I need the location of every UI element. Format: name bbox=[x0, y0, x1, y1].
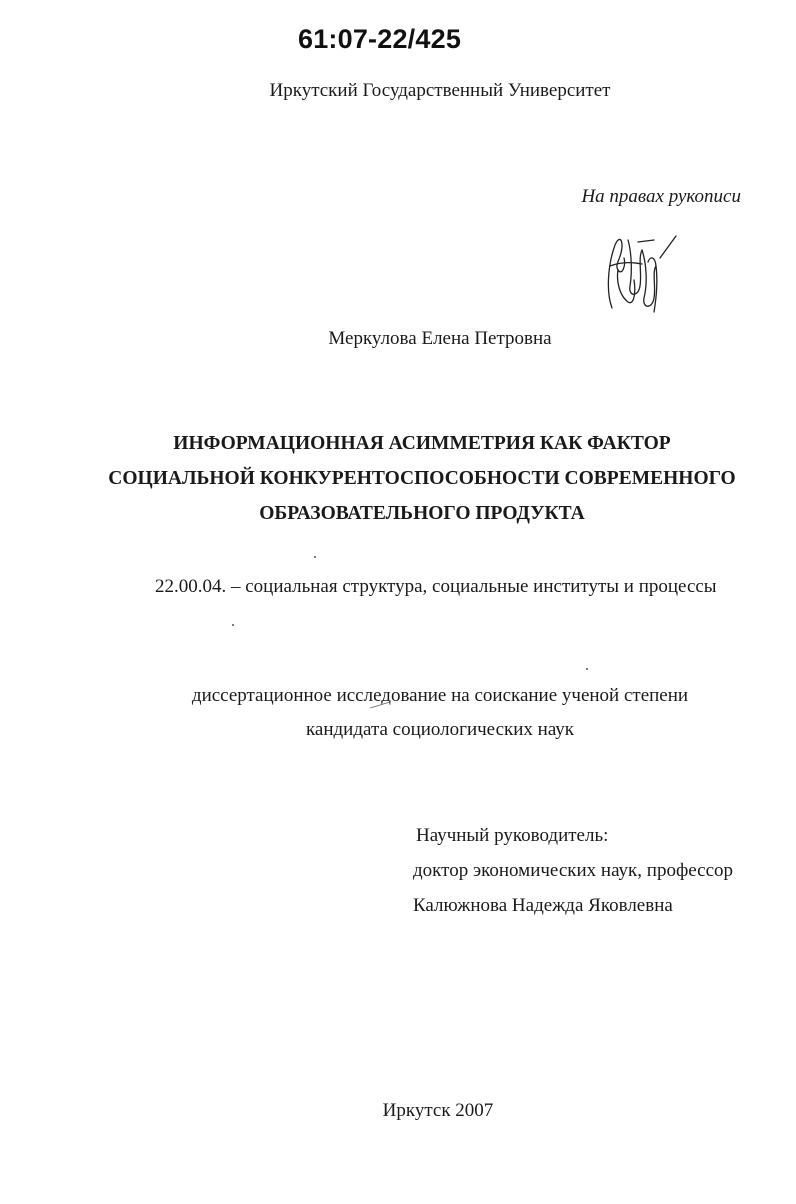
author-name: Меркулова Елена Петровна bbox=[328, 328, 552, 349]
title-line: ИНФОРМАЦИОННАЯ АСИММЕТРИЯ КАК ФАКТОР bbox=[173, 433, 671, 454]
university-name: Иркутский Государственный Университет bbox=[269, 80, 611, 101]
specialty-code: 22.00.04. – социальная структура, социальные институты и процессы bbox=[155, 576, 717, 597]
supervisor-block bbox=[413, 818, 733, 923]
scan-speck bbox=[232, 624, 234, 626]
scan-scratch bbox=[368, 700, 392, 710]
author-signature bbox=[598, 222, 682, 318]
supervisor-label: Научный руководитель: bbox=[416, 825, 609, 846]
title-line: ОБРАЗОВАТЕЛЬНОГО ПРОДУКТА bbox=[259, 503, 585, 524]
degree-line: диссертационное исследование на соискание ученой степени bbox=[191, 685, 689, 706]
scan-speck bbox=[586, 668, 588, 670]
title-line: СОЦИАЛЬНОЙ КОНКУРЕНТОСПОСОБНОСТИ СОВРЕМЕННОГО bbox=[108, 468, 736, 489]
degree-statement bbox=[0, 679, 796, 747]
archive-code: 61:07-22/425 bbox=[298, 24, 462, 54]
supervisor-title: доктор экономических наук, профессор bbox=[413, 860, 734, 881]
degree-line: кандидата социологических наук bbox=[305, 719, 575, 740]
manuscript-rights-note: На правах рукописи bbox=[581, 186, 741, 207]
city-year: Иркутск 2007 bbox=[382, 1100, 494, 1121]
supervisor-name: Калюжнова Надежда Яковлевна bbox=[413, 895, 673, 916]
dissertation-title bbox=[0, 426, 796, 531]
scan-speck bbox=[314, 556, 316, 558]
